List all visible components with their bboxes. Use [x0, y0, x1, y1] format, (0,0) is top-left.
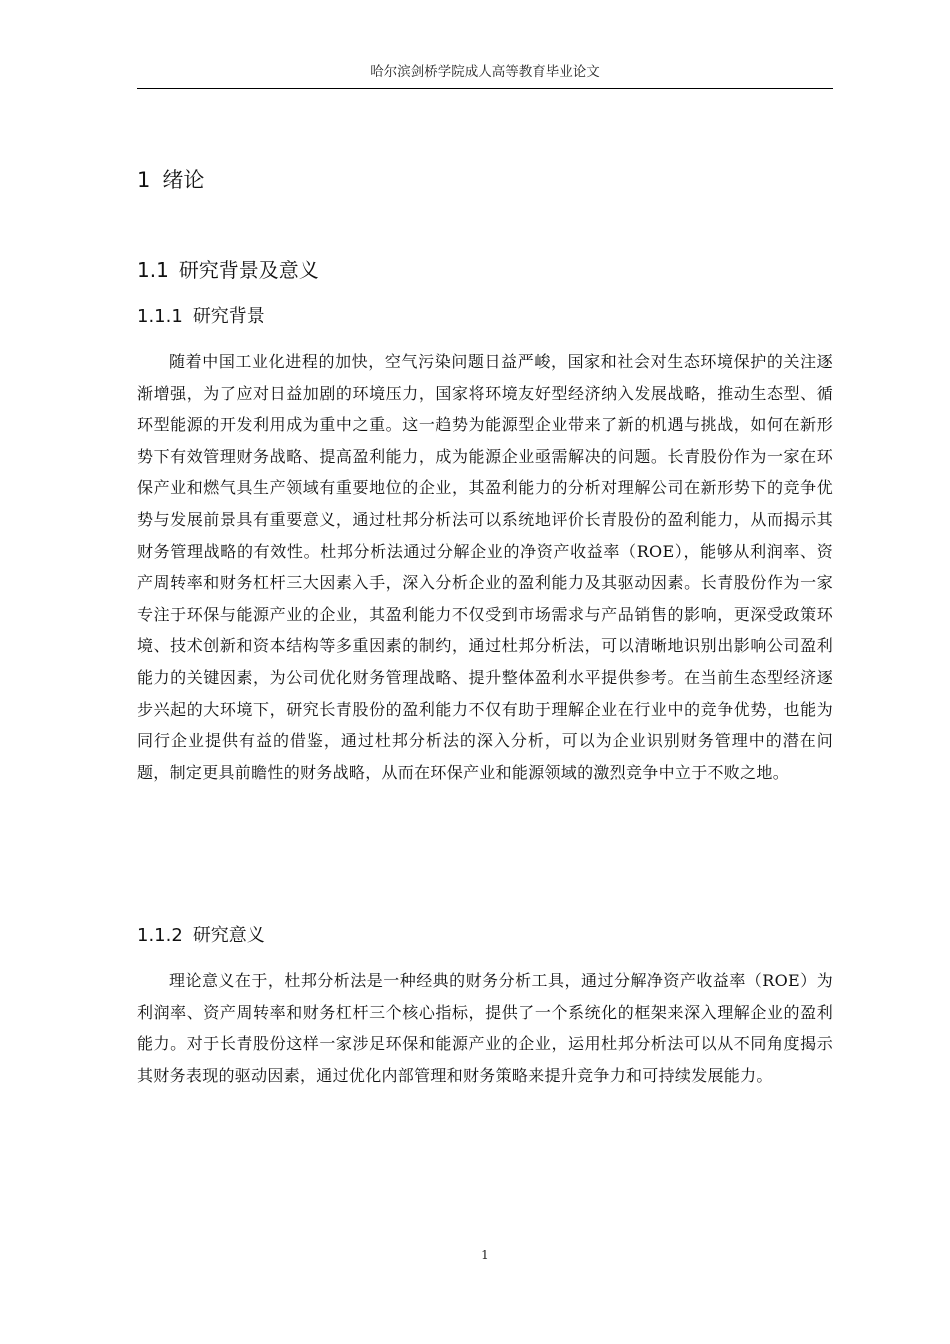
- subsection-title: 研究背景: [192, 306, 265, 327]
- subsection-number: 1.1.1: [137, 306, 183, 327]
- subsection-number: 1.1.2: [137, 925, 183, 946]
- running-header: 哈尔滨剑桥学院成人高等教育毕业论文: [370, 64, 600, 80]
- section-number: 1.1: [137, 258, 169, 282]
- chapter-title: 绪论: [162, 168, 205, 192]
- subsection-heading-significance: [137, 921, 265, 951]
- background-paragraph: 随着中国工业化进程的加快，空气污染问题日益严峻，国家和社会对生态环境保护的关注逐渐增强，为了应对日益加剧的环境压力，国家将环境友好型经济纳入发展战略，推动生态型、循环型能源的开发利用成为重中之重。这一趋势为能源型企业带来了新的机遇与挑战，如何在新形势下有效管理财务战略、提高盈利能力，成为能源企业亟需解决的问题。长青股份作为一家在环保产业和燃气具生产领域有重要地位的企业，其盈利能力的分析对理解公司在新形势下的竞争优势与发展前景具有重要意义，通过杜邦分析法可以系统地评价长青股份的盈利能力，从而揭示其财务管理战略的有效性。杜邦分析法通过分解企业的净资产收益率（ROE），能够从利润率、资产周转率和财务杠杆三大因素入手，深入分析企业的盈利能力及其驱动因素。长青股份作为一家专注于环保与能源产业的企业，其盈利能力不仅受到市场需求与产品销售的影响，更深受政策环境、技术创新和资本结构等多重因素的制约，通过杜邦分析法，可以清晰地识别出影响公司盈利能力的关键因素，为公司优化财务管理战略、提升整体盈利水平提供参考。在当前生态型经济逐步兴起的大环境下，研究长青股份的盈利能力不仅有助于理解企业在行业中的竞争优势，也能为同行企业提供有益的借鉴，通过杜邦分析法的深入分析，可以为企业识别财务管理中的潜在问题，制定更具前瞻性的财务战略，从而在环保产业和能源领域的激烈竞争中立于不败之地。: [137, 352, 833, 782]
- subsection-title: 研究意义: [192, 925, 265, 946]
- chapter-number: 1: [137, 168, 151, 192]
- section-heading: [137, 254, 319, 286]
- page-number: 1: [481, 1248, 489, 1262]
- chapter-heading: [137, 163, 204, 197]
- subsection-heading-background: [137, 302, 265, 332]
- header-divider: [137, 88, 833, 89]
- section-title: 研究背景及意义: [178, 258, 319, 282]
- significance-paragraph: 理论意义在于，杜邦分析法是一种经典的财务分析工具，通过分解净资产收益率（ROE）为利润率、资产周转率和财务杠杆三个核心指标，提供了一个系统化的框架来深入理解企业的盈利能力。对于长青股份这样一家涉足环保和能源产业的企业，运用杜邦分析法可以从不同角度揭示其财务表现的驱动因素，通过优化内部管理和财务策略来提升竞争力和可持续发展能力。: [137, 971, 833, 1085]
